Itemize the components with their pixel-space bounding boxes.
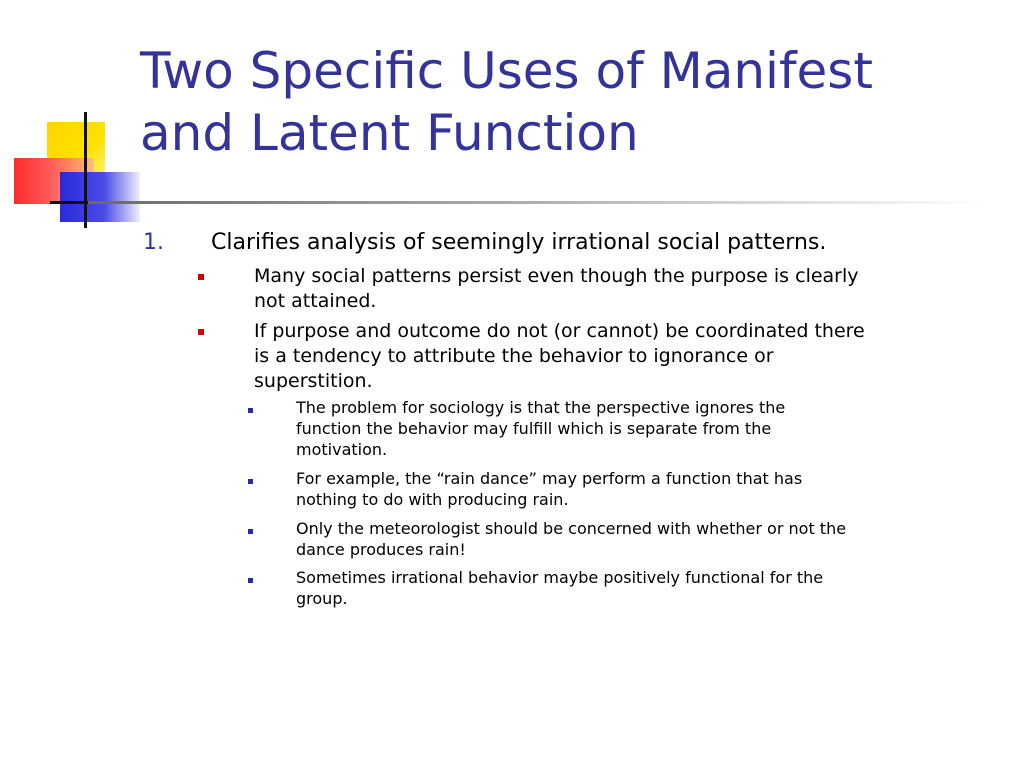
red-square-bullet-icon bbox=[198, 274, 204, 280]
blue-square bbox=[60, 172, 140, 222]
vertical-line bbox=[84, 112, 87, 228]
blue-square-bullet-icon bbox=[248, 408, 253, 413]
title-divider bbox=[88, 201, 988, 204]
main-point-text: Clarifies analysis of seemingly irrational social patterns. bbox=[211, 230, 827, 255]
title-line: Two Specific Uses of Manifest bbox=[140, 42, 873, 100]
sub-sub-point-text: For example, the “rain dance” may perform a function that has nothing to do with producing rain. bbox=[296, 469, 803, 509]
blue-square-bullet-icon bbox=[248, 529, 253, 534]
blue-square-bullet-icon bbox=[248, 578, 253, 583]
title-line: and Latent Function bbox=[140, 104, 639, 162]
blue-square-bullet-icon bbox=[248, 479, 253, 484]
sub-point-text: Many social patterns persist even though the purpose is clearly not attained. bbox=[254, 265, 859, 312]
list-number: 1. bbox=[143, 230, 164, 255]
sub-sub-point-text: The problem for sociology is that the perspective ignores the function the behavior may fulfill which is separate from the motivation. bbox=[296, 398, 786, 459]
sub-sub-point-text: Only the meteorologist should be concerned with whether or not the dance produces rain! bbox=[296, 519, 847, 559]
sub-point-text: If purpose and outcome do not (or cannot) be coordinated there is a tendency to attribute the behavior to ignorance or superstition. bbox=[254, 320, 865, 392]
decorative-logo bbox=[0, 0, 150, 240]
sub-sub-point-text: Sometimes irrational behavior maybe positively functional for the group. bbox=[296, 568, 824, 608]
red-square-bullet-icon bbox=[198, 329, 204, 335]
slide-title bbox=[140, 40, 1000, 164]
